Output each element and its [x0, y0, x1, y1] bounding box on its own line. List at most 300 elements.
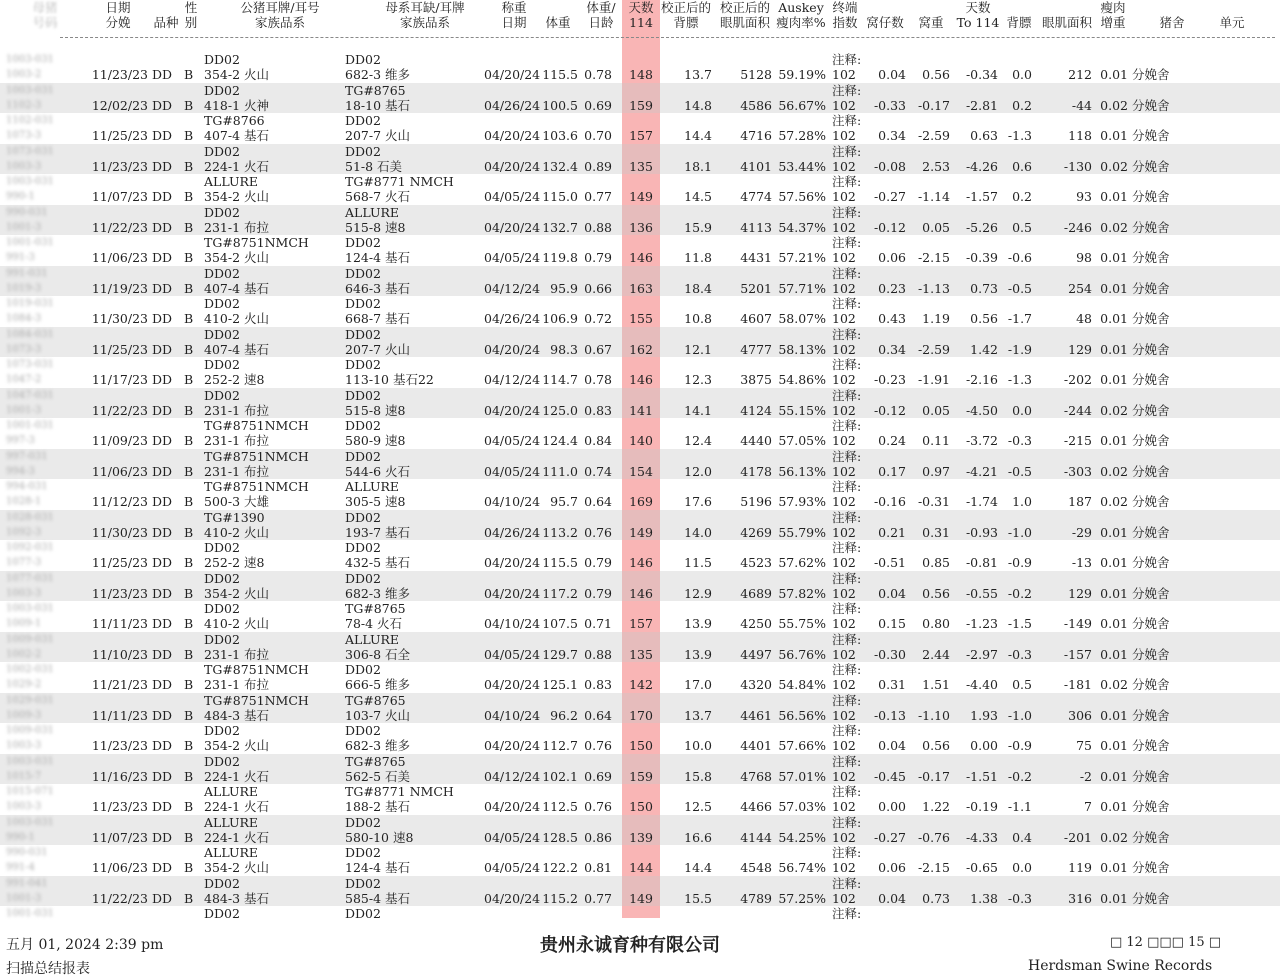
cell-adg: 0.69 [584, 97, 612, 113]
cell-lg: 0.01 [1100, 585, 1128, 601]
cell-bf: 14.8 [684, 97, 712, 113]
cell-ti: 102 [832, 158, 856, 174]
cell-d: 157 [629, 128, 653, 143]
cell-d: 149 [629, 524, 653, 540]
cell-lea: 4250 [740, 616, 772, 631]
cell-id2: 1003-3 [6, 160, 42, 172]
table-row [0, 144, 1280, 175]
header-weigh-date: 称重 日期 [501, 0, 527, 30]
cell-br: DD [152, 128, 173, 143]
cell-fd: 11/12/23 [91, 494, 148, 509]
header-breed: 品种 [153, 15, 179, 30]
cell-ln: 57.01% [778, 768, 826, 784]
cell-lw: -0.31 [917, 494, 950, 509]
cell-lw: 1.51 [922, 677, 950, 692]
table-row [0, 479, 1280, 510]
cell-sire1: DD02 [204, 723, 240, 738]
cell-id1: 1003-031 [6, 816, 54, 828]
cell-dt: 1.38 [970, 890, 998, 906]
cell-bk: -0.5 [1007, 463, 1032, 479]
cell-ti: 102 [832, 67, 856, 82]
cell-bf: 16.6 [684, 829, 712, 845]
cell-pen: 分娩舍 [1132, 97, 1170, 113]
cell-wd: 04/05/24 [484, 646, 541, 662]
cell-dt: 1.42 [970, 341, 998, 357]
cell-bf: 12.3 [684, 372, 712, 387]
cell-wt: 132.4 [542, 158, 578, 174]
cell-sx: B [184, 433, 194, 448]
cell-wt: 119.8 [542, 250, 578, 265]
header-farrow-date: 日期 分娩 [105, 0, 131, 30]
cell-pen: 分娩舍 [1132, 311, 1170, 326]
cell-pen: 分娩舍 [1132, 189, 1170, 204]
cell-lw: 0.73 [922, 890, 950, 906]
cell-adg: 0.86 [584, 829, 612, 845]
cell-ln: 59.19% [778, 67, 826, 82]
cell-id2: 1102-3 [6, 99, 42, 111]
cell-sire2: 407-4 基石 [204, 280, 270, 296]
cell-lw: 0.56 [922, 738, 950, 753]
print-datetime: 五月 01, 2024 2:39 pm [6, 937, 164, 953]
cell-le: 93 [1076, 189, 1092, 204]
cell-dam2: 432-5 基石 [345, 555, 411, 570]
cell-sire2: 484-3 基石 [204, 890, 270, 906]
cell-pen: 分娩舍 [1132, 280, 1170, 296]
cell-bk: 0.0 [1012, 860, 1032, 875]
data-rows [0, 52, 1280, 922]
cell-ti: 102 [832, 402, 856, 418]
cell-note: 注释: [832, 235, 862, 250]
cell-dt: -5.26 [965, 219, 998, 235]
cell-dam2: 580-9 速8 [345, 433, 406, 448]
cell-id1: 1019-031 [6, 298, 54, 309]
cell-sire1: TG#8751NMCH [204, 692, 309, 708]
cell-sire1: DD02 [204, 296, 240, 311]
table-row [0, 632, 1280, 663]
cell-d: 159 [629, 768, 653, 784]
cell-bk: -0.5 [1007, 280, 1032, 296]
cell-wt: 115.5 [542, 555, 578, 570]
cell-le: -13 [1071, 555, 1092, 570]
cell-dt: -2.97 [965, 646, 998, 662]
cell-pen: 分娩舍 [1132, 494, 1170, 509]
cell-ln: 58.07% [778, 311, 826, 326]
cell-lg: 0.01 [1100, 341, 1128, 357]
cell-bk: 0.0 [1012, 402, 1032, 418]
cell-lc: -0.45 [873, 768, 906, 784]
cell-note: 注释: [832, 296, 862, 311]
cell-lc: 0.43 [878, 311, 906, 326]
cell-dam2: 113-10 基石22 [345, 372, 434, 387]
cell-dt: -3.72 [965, 433, 998, 448]
cell-ti: 102 [832, 860, 856, 875]
cell-pen: 分娩舍 [1132, 890, 1170, 906]
cell-sire1: DD02 [204, 570, 240, 586]
cell-ln: 57.05% [778, 433, 826, 448]
cell-id2: 1047-2 [6, 374, 42, 385]
cell-bk: -0.2 [1007, 585, 1032, 601]
cell-pen: 分娩舍 [1132, 646, 1170, 662]
cell-d: 146 [629, 555, 653, 570]
cell-lw: 2.53 [922, 158, 950, 174]
cell-lea: 4320 [740, 677, 772, 692]
cell-adg: 0.66 [584, 280, 612, 296]
cell-sire2: 410-2 火山 [204, 616, 270, 631]
header-sire: 公猪耳牌/耳号 家族品系 [240, 0, 320, 30]
cell-sire2: 484-3 基石 [204, 707, 270, 723]
cell-id2: 1015-7 [6, 770, 42, 782]
cell-id2: 1029-2 [6, 679, 42, 690]
cell-fd: 12/02/23 [91, 97, 148, 113]
cell-pen: 分娩舍 [1132, 677, 1170, 692]
cell-lc: -0.12 [873, 402, 906, 418]
cell-lc: 0.23 [878, 280, 906, 296]
cell-dam2: 207-7 火山 [345, 128, 411, 143]
cell-lg: 0.01 [1100, 433, 1128, 448]
company-name: 贵州永诚育种有限公司 [540, 935, 720, 956]
cell-ti: 102 [832, 707, 856, 723]
cell-br: DD [152, 799, 173, 814]
cell-lc: -0.08 [873, 158, 906, 174]
cell-ln: 56.76% [778, 646, 826, 662]
cell-ln: 57.25% [778, 890, 826, 906]
cell-dt: -0.81 [965, 555, 998, 570]
cell-wd: 04/05/24 [484, 250, 541, 265]
cell-bk: 0.0 [1012, 67, 1032, 82]
cell-dt: -1.74 [965, 494, 998, 509]
cell-le: -303 [1063, 463, 1092, 479]
cell-lea: 4124 [740, 402, 772, 418]
cell-ti: 102 [832, 829, 856, 845]
cell-lea: 4777 [740, 341, 772, 357]
cell-dt: -4.21 [965, 463, 998, 479]
cell-adg: 0.78 [584, 372, 612, 387]
cell-lc: 0.06 [878, 860, 906, 875]
table-row [0, 815, 1280, 846]
cell-d: 142 [629, 677, 653, 692]
cell-fd: 11/10/23 [91, 646, 148, 662]
cell-id2: 1009-3 [6, 709, 42, 721]
cell-wd: 04/05/24 [484, 860, 541, 875]
cell-note: 注释: [832, 387, 862, 403]
cell-lw: -1.91 [917, 372, 950, 387]
cell-br: DD [152, 494, 173, 509]
cell-lg: 0.01 [1100, 799, 1128, 814]
cell-lea: 4548 [740, 860, 772, 875]
cell-wd: 04/26/24 [484, 97, 541, 113]
cell-dam2: 682-3 维多 [345, 585, 411, 601]
cell-dam2: 78-4 火石 [345, 616, 403, 631]
cell-sx: B [184, 555, 194, 570]
cell-note: 注释: [832, 570, 862, 586]
cell-pen: 分娩舍 [1132, 555, 1170, 570]
cell-bk: -0.3 [1007, 890, 1032, 906]
cell-bk: -1.7 [1007, 311, 1032, 326]
cell-id1: 990-031 [6, 847, 48, 858]
cell-lea: 4789 [740, 890, 772, 906]
cell-adg: 0.64 [584, 494, 612, 509]
cell-wt: 113.2 [542, 524, 578, 540]
cell-wd: 04/20/24 [484, 158, 541, 174]
cell-lw: 0.80 [922, 616, 950, 631]
cell-note: 注释: [832, 204, 862, 220]
cell-fd: 11/23/23 [91, 738, 148, 753]
cell-bk: 0.2 [1012, 97, 1032, 113]
cell-sire2: 224-1 火石 [204, 829, 270, 845]
cell-sire1: DD02 [204, 204, 240, 220]
cell-id2: 1003-3 [6, 801, 42, 812]
cell-dam1: DD02 [345, 113, 381, 128]
cell-lg: 0.01 [1100, 280, 1128, 296]
cell-ln: 58.13% [778, 341, 826, 357]
header-backfat: 背膘 [1006, 15, 1032, 30]
cell-sire2: 354-2 火山 [204, 860, 270, 875]
cell-sx: B [184, 280, 194, 296]
cell-bk: -1.1 [1007, 799, 1032, 814]
cell-bk: 0.4 [1012, 829, 1032, 845]
cell-ln: 57.56% [778, 189, 826, 204]
table-row [0, 266, 1280, 297]
cell-ti: 102 [832, 799, 856, 814]
cell-lw: -1.10 [917, 707, 950, 723]
cell-bk: -0.6 [1007, 250, 1032, 265]
cell-sire2: 224-1 火石 [204, 768, 270, 784]
table-header [0, 0, 1280, 46]
cell-wt: 106.9 [542, 311, 578, 326]
cell-id2: 991-4 [6, 862, 35, 873]
cell-wd: 04/05/24 [484, 433, 541, 448]
cell-bk: -0.2 [1007, 768, 1032, 784]
cell-note: 注释: [832, 265, 862, 281]
cell-bf: 12.1 [684, 341, 712, 357]
cell-br: DD [152, 738, 173, 753]
cell-dam1: TG#8771 NMCH [345, 174, 454, 189]
cell-sire1: DD02 [204, 631, 240, 647]
table-row [0, 754, 1280, 785]
cell-fd: 11/06/23 [91, 250, 148, 265]
cell-le: 75 [1076, 738, 1092, 753]
cell-fd: 11/22/23 [91, 219, 148, 235]
cell-dam2: 207-7 火山 [345, 341, 411, 357]
cell-dam1: DD02 [345, 570, 381, 586]
cell-sx: B [184, 158, 194, 174]
cell-note: 注释: [832, 845, 862, 860]
cell-fd: 11/23/23 [91, 158, 148, 174]
header-adj-backfat: 校正后的 背膘 [660, 0, 711, 30]
cell-lg: 0.02 [1100, 677, 1128, 692]
cell-ti: 102 [832, 463, 856, 479]
cell-bf: 14.4 [684, 128, 712, 143]
cell-lea: 4440 [740, 433, 772, 448]
cell-dt: -4.50 [965, 402, 998, 418]
cell-adg: 0.79 [584, 555, 612, 570]
cell-sire2: 231-1 布拉 [204, 402, 270, 418]
cell-sire1: TG#8751NMCH [204, 448, 309, 464]
cell-le: 48 [1076, 311, 1092, 326]
cell-le: -244 [1063, 402, 1092, 418]
cell-ln: 57.03% [778, 799, 826, 814]
cell-fd: 11/21/23 [91, 677, 148, 692]
cell-lc: -0.27 [873, 829, 906, 845]
cell-dam2: 188-2 基石 [345, 799, 411, 814]
cell-fd: 11/25/23 [91, 128, 148, 143]
cell-sire1: DD02 [204, 82, 240, 98]
cell-dt: -0.93 [965, 524, 998, 540]
cell-wt: 132.7 [542, 219, 578, 235]
cell-lc: -0.51 [873, 555, 906, 570]
cell-d: 148 [629, 67, 653, 82]
cell-fd: 11/19/23 [91, 280, 148, 296]
cell-dt: -1.23 [965, 616, 998, 631]
cell-sire1: DD02 [204, 540, 240, 555]
cell-note: 注释: [832, 448, 862, 464]
cell-ln: 55.75% [778, 616, 826, 631]
cell-id1: 990-031 [6, 206, 48, 218]
cell-d: 135 [629, 646, 653, 662]
cell-br: DD [152, 829, 173, 845]
cell-le: -44 [1071, 97, 1092, 113]
cell-dam1: DD02 [345, 235, 381, 250]
cell-pen: 分娩舍 [1132, 372, 1170, 387]
cell-br: DD [152, 219, 173, 235]
cell-dam2: 306-8 石全 [345, 646, 411, 662]
cell-dam1: TG#8765 [345, 82, 406, 98]
header-dam: 母系耳缺/耳牌 家族品系 [385, 0, 465, 30]
cell-id2: 997-3 [6, 435, 35, 446]
cell-dam2: 682-3 维多 [345, 738, 411, 753]
cell-d: 136 [629, 219, 653, 235]
cell-lw: -0.17 [917, 768, 950, 784]
cell-fd: 11/16/23 [91, 768, 148, 784]
cell-dt: -0.55 [965, 585, 998, 601]
cell-lc: -0.33 [873, 97, 906, 113]
cell-adg: 0.76 [584, 799, 612, 814]
cell-dam2: 544-6 火石 [345, 463, 411, 479]
cell-ti: 102 [832, 890, 856, 906]
cell-adg: 0.88 [584, 219, 612, 235]
cell-br: DD [152, 646, 173, 662]
cell-br: DD [152, 707, 173, 723]
cell-dam1: DD02 [345, 448, 381, 464]
cell-sx: B [184, 524, 194, 540]
cell-adg: 0.71 [584, 616, 612, 631]
cell-pen: 分娩舍 [1132, 67, 1170, 82]
cell-sire2: 231-1 布拉 [204, 219, 270, 235]
cell-lw: -1.13 [917, 280, 950, 296]
cell-dam1: ALLURE [345, 479, 400, 494]
cell-bf: 18.1 [684, 158, 712, 174]
cell-d: 135 [629, 158, 653, 174]
cell-lw: 0.97 [922, 463, 950, 479]
cell-le: -202 [1063, 372, 1092, 387]
software-brand: Herdsman Swine Records [1028, 958, 1213, 974]
cell-dam1: DD02 [345, 265, 381, 281]
cell-adg: 0.72 [584, 311, 612, 326]
cell-id2: 1019-3 [6, 282, 42, 294]
cell-le: -246 [1063, 219, 1092, 235]
cell-id2: 1001-3 [6, 892, 42, 904]
cell-sx: B [184, 311, 194, 326]
cell-wd: 04/20/24 [484, 67, 541, 82]
cell-dam1: DD02 [345, 814, 381, 830]
cell-dam1: DD02 [345, 387, 381, 403]
cell-id2: 1002-2 [6, 648, 42, 660]
cell-sire1: DD02 [204, 52, 240, 67]
cell-ti: 102 [832, 555, 856, 570]
cell-br: DD [152, 463, 173, 479]
cell-id2: 1001-3 [6, 404, 42, 416]
header-litter-weight: 窝重 [918, 15, 944, 30]
cell-sire1: TG#8751NMCH [204, 662, 309, 677]
cell-d: 140 [629, 433, 653, 448]
cell-bk: -0.9 [1007, 738, 1032, 753]
cell-bf: 14.4 [684, 860, 712, 875]
cell-lc: 0.00 [878, 799, 906, 814]
cell-wd: 04/10/24 [484, 494, 541, 509]
cell-sire2: 407-4 基石 [204, 128, 270, 143]
cell-wt: 115.5 [542, 67, 578, 82]
cell-note: 注释: [832, 723, 862, 738]
cell-sire2: 354-2 火山 [204, 738, 270, 753]
cell-dam1: DD02 [345, 357, 381, 372]
cell-br: DD [152, 585, 173, 601]
cell-note: 注释: [832, 82, 862, 98]
cell-d: 150 [629, 738, 653, 753]
cell-bf: 13.7 [684, 67, 712, 82]
cell-id2: 991-3 [6, 252, 35, 263]
cell-ti: 102 [832, 646, 856, 662]
cell-adg: 0.79 [584, 250, 612, 265]
cell-ti: 102 [832, 219, 856, 235]
table-row [0, 357, 1280, 388]
cell-note: 注释: [832, 326, 862, 342]
cell-lc: -0.12 [873, 219, 906, 235]
cell-le: 7 [1084, 799, 1092, 814]
cell-le: 119 [1068, 860, 1092, 875]
cell-pen: 分娩舍 [1132, 738, 1170, 753]
cell-sx: B [184, 707, 194, 723]
cell-dam1: DD02 [345, 540, 381, 555]
cell-le: -2 [1079, 768, 1092, 784]
table-row [0, 510, 1280, 541]
table-row [0, 601, 1280, 632]
cell-d: 141 [629, 402, 653, 418]
cell-dt: -0.34 [965, 67, 998, 82]
cell-bk: 1.0 [1012, 494, 1032, 509]
cell-lw: -2.59 [917, 128, 950, 143]
cell-wt: 112.5 [542, 799, 578, 814]
cell-note: 注释: [832, 875, 862, 891]
cell-pen: 分娩舍 [1132, 860, 1170, 875]
cell-wd: 04/10/24 [484, 616, 541, 631]
table-row-tail [0, 906, 1280, 922]
table-row [0, 571, 1280, 602]
cell-wd: 04/20/24 [484, 341, 541, 357]
cell-bf: 17.0 [684, 677, 712, 692]
cell-id1: 1073-031 [6, 359, 54, 370]
cell-d: 157 [629, 616, 653, 631]
cell-lc: 0.04 [878, 738, 906, 753]
cell-bk: -0.9 [1007, 555, 1032, 570]
cell-lea: 5196 [740, 494, 772, 509]
cell-wd: 04/05/24 [484, 189, 541, 204]
cell-lc: -0.13 [873, 707, 906, 723]
cell-le: 306 [1068, 707, 1092, 723]
cell-id2: 1003-2 [6, 69, 42, 80]
table-row [0, 296, 1280, 327]
cell-sire2: 252-2 速8 [204, 372, 265, 387]
cell-sire1: DD02 [204, 265, 240, 281]
